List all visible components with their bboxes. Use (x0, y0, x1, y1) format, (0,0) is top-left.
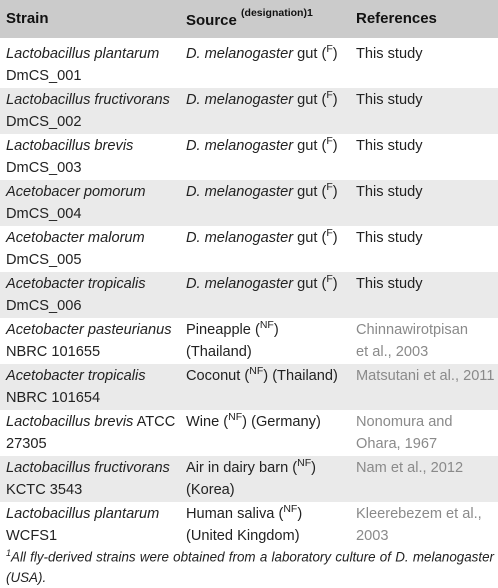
source-designation: NF (297, 457, 312, 469)
strain-species: Acetobacer pomorum (6, 184, 146, 200)
reference-text: Nonomura and (356, 414, 453, 430)
table-row (0, 456, 498, 502)
source-designation: NF (228, 411, 243, 423)
source-cell (186, 273, 351, 295)
source-cell (186, 319, 351, 363)
reference-text: Chinnawirotpisan (356, 322, 468, 338)
reference-text: This study (356, 138, 423, 154)
table-row (0, 272, 498, 318)
reference-cell (356, 181, 498, 203)
strain-species: Lactobacillus plantarum (6, 506, 160, 522)
reference-text: This study (356, 46, 423, 62)
table-row (0, 502, 498, 548)
strain-id: DmCS_004 (6, 206, 82, 222)
strain-cell (6, 89, 182, 133)
strain-cell (6, 227, 182, 271)
source-close: ) (332, 230, 338, 246)
source-organism: D. melanogaster (186, 92, 294, 108)
table-row (0, 364, 498, 410)
reference-cell (356, 273, 498, 295)
source-cell (186, 365, 351, 387)
source-close: ) (273, 322, 279, 338)
reference-cell (356, 135, 498, 157)
table-row (0, 226, 498, 272)
source-designation: F (326, 43, 333, 55)
source-close: ) (332, 184, 338, 200)
source-cell (186, 457, 351, 501)
reference-text: This study (356, 92, 423, 108)
header-strain: Strain (6, 10, 49, 27)
strain-species: Acetobacter malorum (6, 230, 145, 246)
reference-text: This study (356, 276, 423, 292)
strain-id: WCFS1 (6, 528, 58, 544)
strain-id: NBRC 101654 (6, 390, 101, 406)
strain-cell (6, 457, 182, 501)
strain-cell (6, 43, 182, 87)
source-text: Coconut ( (186, 368, 250, 384)
reference-text: This study (356, 230, 423, 246)
source-cell (186, 181, 351, 203)
source-organism: D. melanogaster (186, 46, 294, 62)
source-close: ) (332, 46, 338, 62)
header-source-sup: (designation)1 (241, 7, 313, 19)
strain-species: Lactobacillus fructivorans (6, 460, 170, 476)
strain-id: ATCC (136, 414, 176, 430)
reference-cell (356, 411, 498, 455)
source-organism: D. melanogaster (186, 230, 294, 246)
source-text: Human saliva ( (186, 506, 284, 522)
source-cell (186, 227, 351, 249)
table-footnote: $^1$All fly-derived strains were obtained from a laboratory culture of D. melanogaster (USA). (6, 548, 494, 586)
source-cell (186, 89, 351, 111)
source-text: gut ( (293, 184, 327, 200)
source-location: (United Kingdom) (186, 528, 300, 544)
strain-id: KCTC 3543 (6, 482, 83, 498)
source-designation: F (326, 181, 333, 193)
strain-id: DmCS_003 (6, 160, 82, 176)
source-designation: F (326, 227, 333, 239)
reference-text: Matsutani et al., 2011 (356, 368, 495, 384)
source-designation: NF (249, 365, 264, 377)
source-text: gut ( (293, 230, 327, 246)
strain-species: Acetobacter tropicalis (6, 368, 146, 384)
source-text: Air in dairy barn ( (186, 460, 298, 476)
source-designation: F (326, 273, 333, 285)
strain-id-cont: 27305 (6, 436, 47, 452)
strain-id: DmCS_005 (6, 252, 82, 268)
strain-cell (6, 503, 182, 547)
reference-text-cont: 2003 (356, 528, 389, 544)
reference-cell (356, 365, 498, 387)
reference-text: Nam et al., 2012 (356, 460, 464, 476)
table-row (0, 180, 498, 226)
source-close: ) (Thailand) (263, 368, 338, 384)
table-row (0, 410, 498, 456)
source-cell (186, 135, 351, 157)
source-designation: NF (283, 503, 298, 515)
source-designation: F (326, 135, 333, 147)
table-row (0, 42, 498, 88)
reference-cell (356, 503, 498, 547)
strain-species: Lactobacillus brevis (6, 138, 134, 154)
source-text: gut ( (293, 138, 327, 154)
source-organism: D. melanogaster (186, 184, 294, 200)
source-location: (Thailand) (186, 344, 252, 360)
strain-species: Lactobacillus brevis (6, 414, 134, 430)
reference-cell (356, 457, 498, 479)
table-row (0, 88, 498, 134)
table-row (0, 318, 498, 364)
source-close: ) (311, 460, 316, 476)
strain-id: DmCS_006 (6, 298, 82, 314)
source-organism: D. melanogaster (186, 276, 294, 292)
source-text: gut ( (293, 276, 327, 292)
strain-species: Acetobacter pasteurianus (6, 322, 172, 338)
source-designation: F (326, 89, 333, 101)
strain-cell (6, 135, 182, 179)
strain-id: DmCS_001 (6, 68, 82, 84)
source-organism: D. melanogaster (186, 138, 294, 154)
reference-cell (356, 43, 498, 65)
source-close: ) (297, 506, 303, 522)
reference-cell (356, 227, 498, 249)
source-text: gut ( (293, 92, 327, 108)
strain-cell (6, 365, 182, 409)
strain-species: Lactobacillus plantarum (6, 46, 160, 62)
table-header (0, 0, 498, 38)
source-close: ) (Germany) (242, 414, 321, 430)
strain-id: DmCS_002 (6, 114, 82, 130)
strain-cell (6, 181, 182, 225)
source-cell (186, 43, 351, 65)
reference-cell (356, 89, 498, 111)
reference-cell (356, 319, 498, 363)
source-close: ) (332, 92, 338, 108)
strain-cell (6, 319, 182, 363)
reference-text: This study (356, 184, 423, 200)
strain-cell (6, 411, 182, 455)
source-text: gut ( (293, 46, 327, 62)
source-designation: NF (259, 319, 274, 331)
strain-id: NBRC 101655 (6, 344, 101, 360)
strain-cell (6, 273, 182, 317)
header-source: Source $^{(designation)1}$ (186, 7, 313, 29)
source-location: (Korea) (186, 482, 235, 498)
source-text: Wine ( (186, 414, 229, 430)
reference-text: Kleerebezem et al., (356, 506, 482, 522)
reference-text-cont: Ohara, 1967 (356, 436, 438, 452)
source-cell (186, 503, 351, 547)
table-row (0, 134, 498, 180)
source-text: Pineapple ( (186, 322, 260, 338)
reference-text-cont: et al., 2003 (356, 344, 429, 360)
source-close: ) (332, 138, 338, 154)
source-cell (186, 411, 351, 433)
header-references: References (356, 10, 437, 27)
strain-species: Acetobacter tropicalis (6, 276, 146, 292)
source-close: ) (332, 276, 338, 292)
strain-species: Lactobacillus fructivorans (6, 92, 170, 108)
